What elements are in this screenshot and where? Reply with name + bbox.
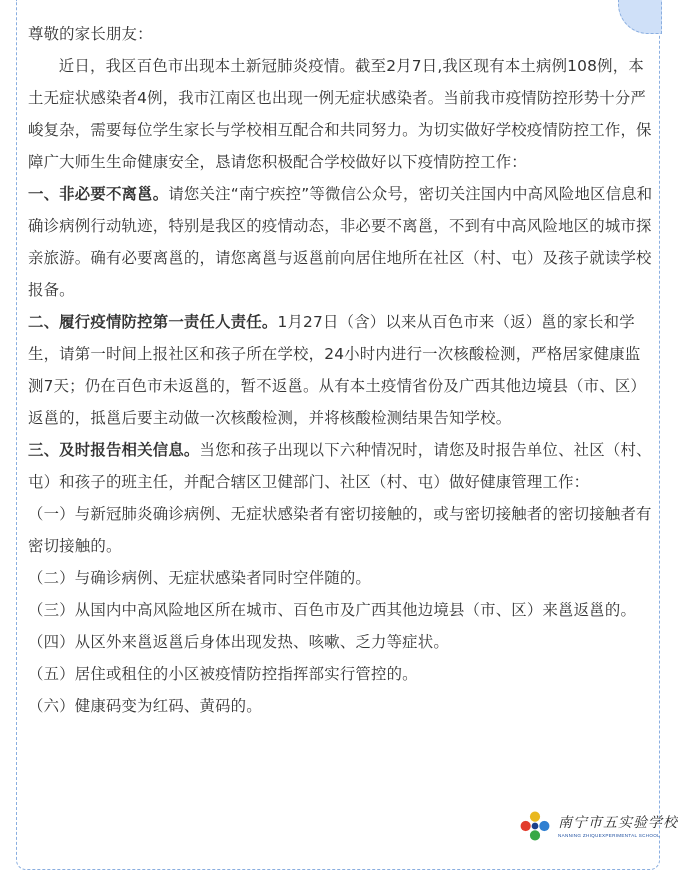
section-3-body: 当您和孩子出现以下六种情况时，请您及时报告单位、社区（村、屯）和孩子的班主任，并配合辖区卫健部门、社区（村、屯）做好健康管理工作： xyxy=(28,441,652,491)
section-2-heading: 二、履行疫情防控第一责任人责任。 xyxy=(28,313,278,331)
situation-6: （六）健康码变为红码、黄码的。 xyxy=(28,697,262,715)
situation-2: （二）与确诊病例、无症状感染者同时空伴随的。 xyxy=(28,569,371,587)
situation-3: （三）从国内中高风险地区所在城市、百色市及广西其他边境县（市、区）来邕返邕的。 xyxy=(28,601,637,619)
school-name-cn: 南宁市五实验学校 xyxy=(558,815,678,831)
greeting: 尊敬的家长朋友： xyxy=(28,25,153,43)
section-1 xyxy=(28,178,654,306)
section-1-body: 请您关注“南宁疾控”等微信公众号，密切关注国内中高风险地区信息和确诊病例行动轨迹，特别是我区的疫情动态，非必要不离邕，不到有中高风险地区的城市探亲旅游。确有必要离邕的，请您离邕与返邕前向居住地所在社区（村、屯）及孩子就读学校报备。 xyxy=(28,185,653,299)
situation-5: （五）居住或租住的小区被疫情防控指挥部实行管控的。 xyxy=(28,665,418,683)
section-3 xyxy=(28,434,654,498)
school-name-en: NANNING ZHIQUEXPERIMENTAL SCHOOL xyxy=(558,833,660,838)
section-2 xyxy=(28,306,654,434)
situation-4: （四）从区外来邕返邕后身体出现发热、咳嗽、乏力等症状。 xyxy=(28,633,449,651)
section-1-heading: 一、非必要不离邕。 xyxy=(28,185,169,203)
school-emblem-icon xyxy=(518,808,552,844)
section-2-body: 1月27日（含）以来从百色市来（返）邕的家长和学生，请第一时间上报社区和孩子所在学校，24小时内进行一次核酸检测，严格居家健康监测7天；仍在百色市未返邕的，暂不返邕。从有本土疫情省份及广西其他边境县（市、区）返邕的，抵邕后要主动做一次核酸检测，并将核酸检测结果告知学校。 xyxy=(28,313,647,427)
intro-paragraph: 近日，我区百色市出现本土新冠肺炎疫情。截至2月7日,我区现有本土病例108例，本土无症状感染者4例，我市江南区也出现一例无症状感染者。当前我市疫情防控形势十分严峻复杂，需要每位学生家长与学校相互配合和共同努力。为切实做好学校疫情防控工作，保障广大师生生命健康安全，恳请您积极配合学校做好以下疫情防控工作： xyxy=(28,57,652,171)
section-3-heading: 三、及时报告相关信息。 xyxy=(28,441,200,459)
school-logo xyxy=(518,808,678,854)
situation-1: （一）与新冠肺炎确诊病例、无症状感染者有密切接触的，或与密切接触者的密切接触者有密切接触的。 xyxy=(28,505,652,555)
notice-content xyxy=(28,18,654,722)
